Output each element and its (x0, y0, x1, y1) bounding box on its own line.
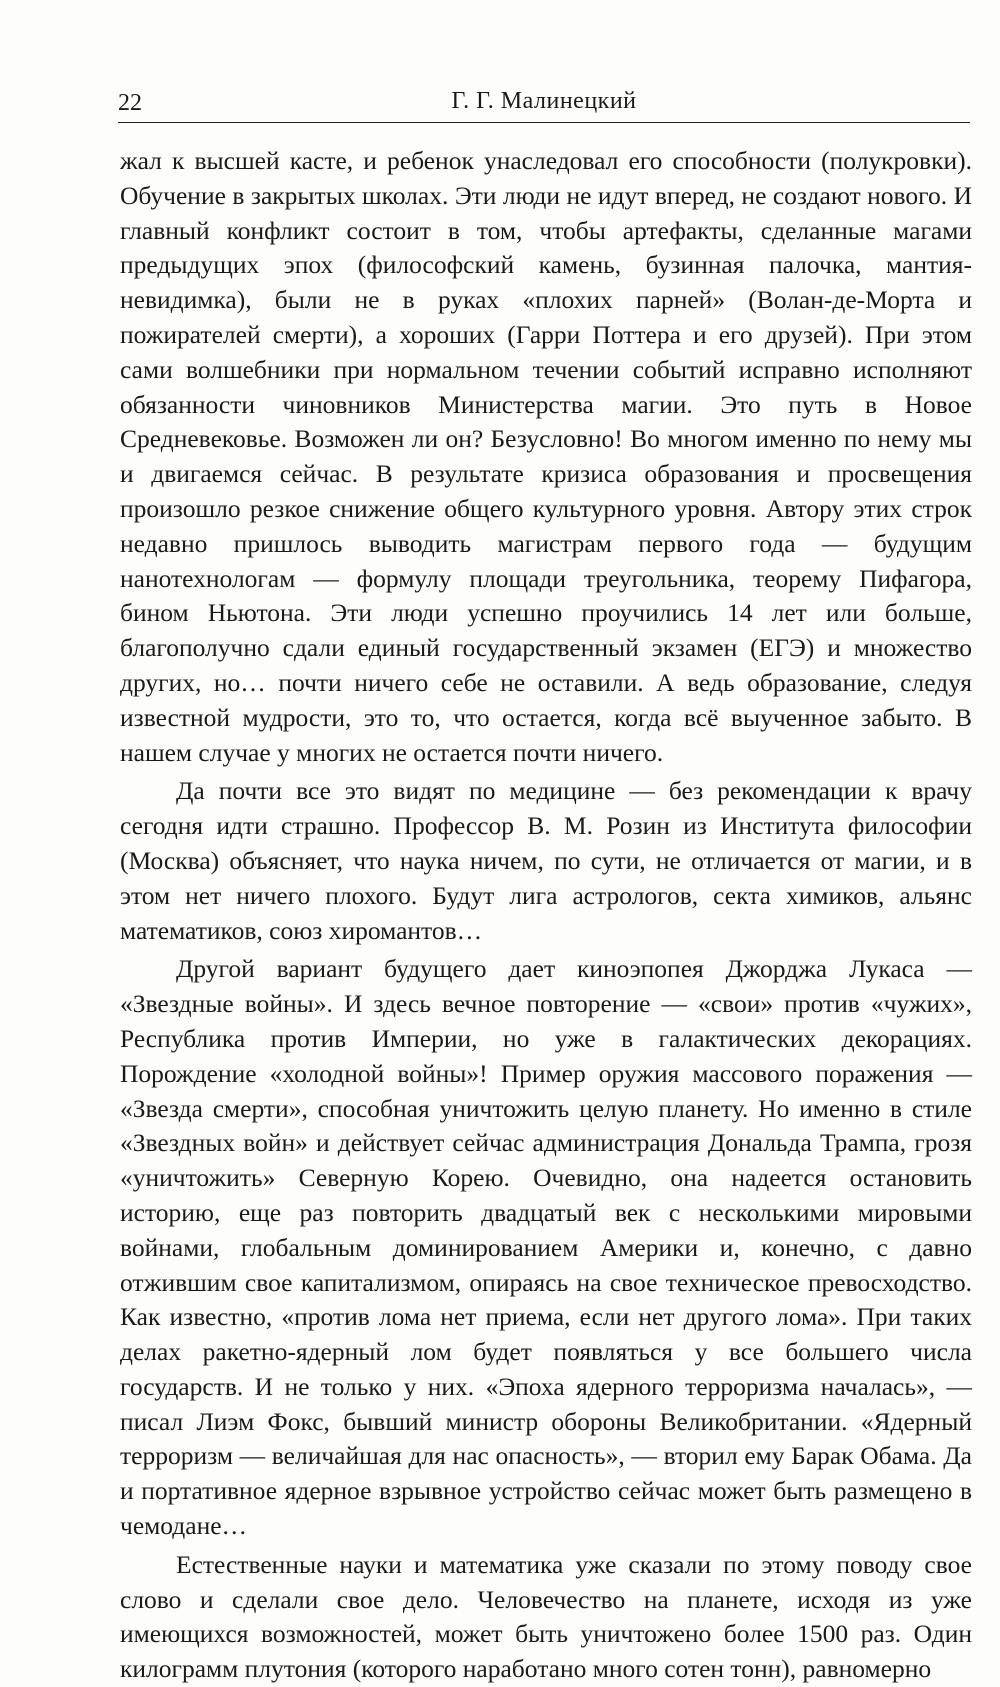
paragraph-medicine: Да почти все это видят по медицине — без рекомендации к врачу сегодня идти страшно. Профессор В. М. Розин из Института философии (Москва) объясняет, что наука ничем, по сути, не отличается от магии, и в этом нет ничего плохого. Будут лига астрологов, секта химиков, альянс математиков, союз хиромантов… (120, 776, 972, 945)
running-head-author: Г. Г. Малинецкий (451, 88, 637, 114)
page-header (118, 82, 970, 123)
paragraph-natural-sciences: Естественные науки и математика уже сказали по этому поводу свое слово и сделали свое дело. Человечество на планете, исходя из уже имеющихся возможностей, может быть уничтожено более 1500 раз. Один килограмм плутония (которого наработано много сотен тонн), равномерно (120, 1549, 972, 1684)
paragraph-star-wars: Другой вариант будущего дает киноэпопея Джорджа Лукаса — «Звездные войны». И здесь вечное повторение — «свои» против «чужих», Республика против Империи, но уже в галактических декорациях. Порождение «холодной войны»! Пример оружия массового поражения — «Звезда смерти», способная уничтожить целую планету. Но именно в стиле «Звездных войн» и действует сейчас администрация Дональда Трампа, грозя «уничтожить» Северную Корею. Очевидно, она надеется остановить историю, еще раз повторить двадцатый век с несколькими мировыми войнами, глобальным доминированием Америки и, конечно, с давно отжившим свое капитализмом, опираясь на свое техническое превосходство. Как известно, «против лома нет приема, если нет другого лома». При таких делах ракетно-ядерный лом будет появляться у все большего числа государств. И не только у них. «Эпоха ядерного терроризма началась», — писал Лиэм Фокс, бывший министр обороны Великобритании. «Ядерный терроризм — величайшая для нас опасность», — вторил ему Барак Обама. Да и портативное ядерное взрывное устройство сейчас может быть размещено в чемодане… (120, 954, 972, 1541)
body-text (120, 144, 972, 1687)
page-number: 22 (118, 90, 142, 116)
paragraph-continued: жал к высшей касте, и ребенок унаследовал его способности (полукровки). Обучение в закрытых школах. Эти люди не идут вперед, не создают нового. И главный конфликт состоит в том, чтобы артефакты, сделанные магами предыдущих эпох (философский камень, бузинная палочка, мантия-невидимка), были не в руках «плохих парней» (Волан-де-Морта и пожирателей смерти), а хороших (Гарри Поттера и его друзей). При этом сами волшебники при нормальном течении событий исправно исполняют обязанности чиновников Министерства магии. Это путь в Новое Средневековье. Возможен ли он? Безусловно! Во многом именно по нему мы и двигаемся сейчас. В результате кризиса образования и просвещения произошло резкое снижение общего культурного уровня. Автору этих строк недавно пришлось выводить магистрам первого года — будущим нанотехнологам — формулу площади треугольника, теорему Пифагора, бином Ньютона. Эти люди успешно проучились 14 лет или больше, благополучно сдали единый государственный экзамен (ЕГЭ) и множество других, но… почти ничего себе не оставили. А ведь образование, следуя известной мудрости, это то, что остается, когда всё выученное забыто. В нашем случае у многих не остается почти ничего. (120, 146, 972, 767)
